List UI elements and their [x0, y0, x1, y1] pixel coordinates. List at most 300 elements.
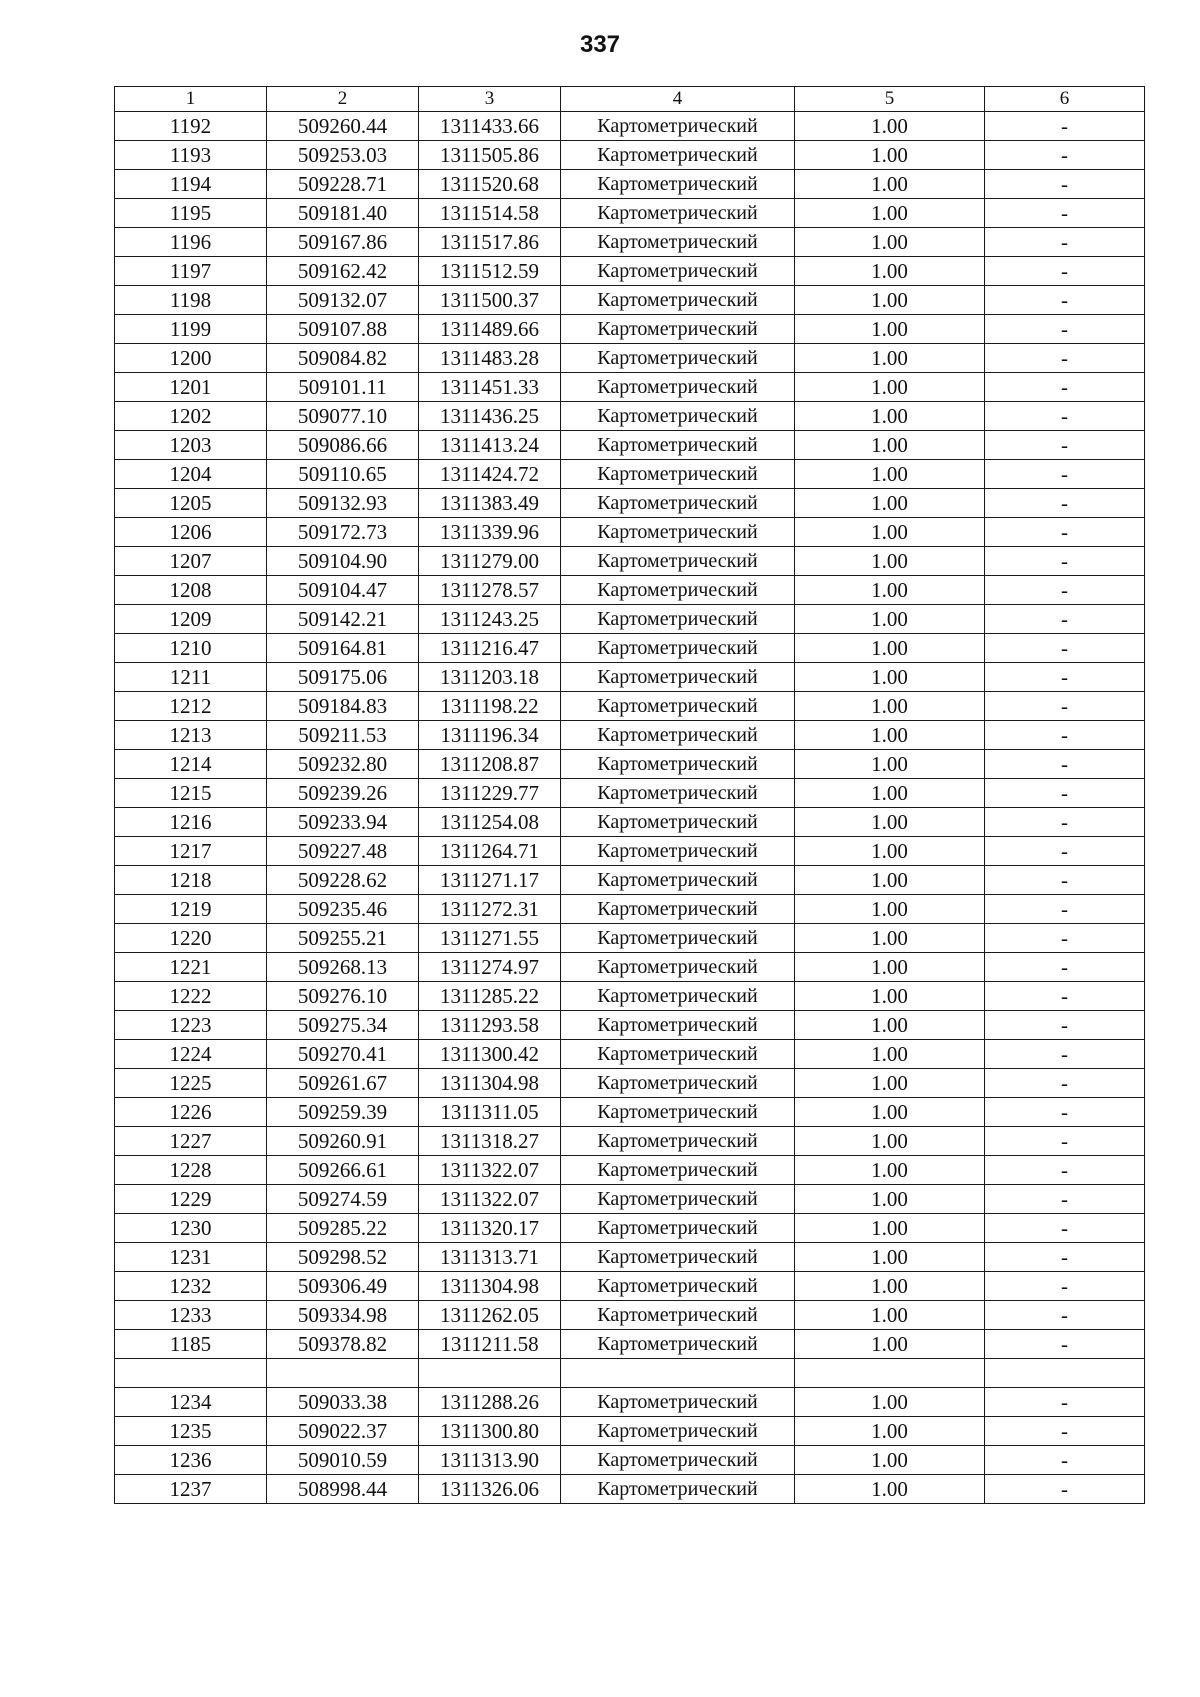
- method-cell: Картометрический: [561, 1127, 795, 1156]
- y-coordinate-cell: 1311293.58: [419, 1011, 561, 1040]
- y-coordinate-cell: [419, 1359, 561, 1388]
- description-cell: -: [985, 663, 1145, 692]
- accuracy-cell: 1.00: [795, 344, 985, 373]
- table-row: [115, 286, 1145, 315]
- accuracy-cell: 1.00: [795, 257, 985, 286]
- point-number-cell: 1203: [115, 431, 267, 460]
- y-coordinate-cell: 1311274.97: [419, 953, 561, 982]
- accuracy-cell: 1.00: [795, 924, 985, 953]
- accuracy-cell: 1.00: [795, 837, 985, 866]
- accuracy-cell: [795, 1359, 985, 1388]
- method-cell: Картометрический: [561, 1417, 795, 1446]
- description-cell: -: [985, 402, 1145, 431]
- table-row: [115, 460, 1145, 489]
- table-row: [115, 141, 1145, 170]
- description-cell: -: [985, 576, 1145, 605]
- table-row: [115, 257, 1145, 286]
- method-cell: Картометрический: [561, 692, 795, 721]
- point-number-cell: 1221: [115, 953, 267, 982]
- description-cell: -: [985, 1127, 1145, 1156]
- method-cell: Картометрический: [561, 1011, 795, 1040]
- y-coordinate-cell: 1311451.33: [419, 373, 561, 402]
- table-row: [115, 228, 1145, 257]
- method-cell: Картометрический: [561, 750, 795, 779]
- description-cell: -: [985, 1011, 1145, 1040]
- description-cell: -: [985, 1185, 1145, 1214]
- table-row: [115, 895, 1145, 924]
- table-row: [115, 1185, 1145, 1214]
- description-cell: -: [985, 1156, 1145, 1185]
- x-coordinate-cell: 509164.81: [267, 634, 419, 663]
- x-coordinate-cell: 509253.03: [267, 141, 419, 170]
- table-header-row: [115, 87, 1145, 112]
- method-cell: Картометрический: [561, 605, 795, 634]
- y-coordinate-cell: 1311198.22: [419, 692, 561, 721]
- method-cell: Картометрический: [561, 1098, 795, 1127]
- description-cell: -: [985, 924, 1145, 953]
- x-coordinate-cell: 509378.82: [267, 1330, 419, 1359]
- accuracy-cell: 1.00: [795, 1330, 985, 1359]
- description-cell: -: [985, 1330, 1145, 1359]
- method-cell: Картометрический: [561, 1272, 795, 1301]
- point-number-cell: 1201: [115, 373, 267, 402]
- x-coordinate-cell: 509306.49: [267, 1272, 419, 1301]
- description-cell: -: [985, 286, 1145, 315]
- accuracy-cell: 1.00: [795, 692, 985, 721]
- header-cell: 3: [419, 87, 561, 112]
- method-cell: Картометрический: [561, 576, 795, 605]
- accuracy-cell: 1.00: [795, 808, 985, 837]
- method-cell: Картометрический: [561, 1243, 795, 1272]
- point-number-cell: 1185: [115, 1330, 267, 1359]
- accuracy-cell: 1.00: [795, 1185, 985, 1214]
- method-cell: Картометрический: [561, 518, 795, 547]
- header-cell: 1: [115, 87, 267, 112]
- table-row: [115, 1040, 1145, 1069]
- point-number-cell: 1216: [115, 808, 267, 837]
- table-row: [115, 1301, 1145, 1330]
- description-cell: -: [985, 953, 1145, 982]
- table-row: [115, 837, 1145, 866]
- y-coordinate-cell: 1311326.06: [419, 1475, 561, 1504]
- description-cell: -: [985, 228, 1145, 257]
- x-coordinate-cell: 509077.10: [267, 402, 419, 431]
- point-number-cell: 1202: [115, 402, 267, 431]
- table-row: [115, 1127, 1145, 1156]
- table-row: [115, 518, 1145, 547]
- y-coordinate-cell: 1311313.90: [419, 1446, 561, 1475]
- accuracy-cell: 1.00: [795, 721, 985, 750]
- accuracy-cell: 1.00: [795, 1243, 985, 1272]
- table-row: [115, 431, 1145, 460]
- x-coordinate-cell: 509260.91: [267, 1127, 419, 1156]
- x-coordinate-cell: 509181.40: [267, 199, 419, 228]
- accuracy-cell: 1.00: [795, 1417, 985, 1446]
- description-cell: -: [985, 1098, 1145, 1127]
- accuracy-cell: 1.00: [795, 982, 985, 1011]
- table-row: [115, 344, 1145, 373]
- accuracy-cell: 1.00: [795, 1098, 985, 1127]
- table-row: [115, 924, 1145, 953]
- accuracy-cell: 1.00: [795, 1446, 985, 1475]
- coordinates-table: [114, 86, 1145, 1504]
- x-coordinate-cell: 509239.26: [267, 779, 419, 808]
- description-cell: -: [985, 1475, 1145, 1504]
- x-coordinate-cell: 509228.62: [267, 866, 419, 895]
- accuracy-cell: 1.00: [795, 750, 985, 779]
- point-number-cell: 1230: [115, 1214, 267, 1243]
- table-row: [115, 692, 1145, 721]
- x-coordinate-cell: 509285.22: [267, 1214, 419, 1243]
- x-coordinate-cell: 509270.41: [267, 1040, 419, 1069]
- x-coordinate-cell: 509104.90: [267, 547, 419, 576]
- point-number-cell: 1200: [115, 344, 267, 373]
- method-cell: Картометрический: [561, 779, 795, 808]
- description-cell: -: [985, 257, 1145, 286]
- description-cell: -: [985, 141, 1145, 170]
- accuracy-cell: 1.00: [795, 489, 985, 518]
- y-coordinate-cell: 1311304.98: [419, 1069, 561, 1098]
- description-cell: -: [985, 1417, 1145, 1446]
- x-coordinate-cell: 509132.93: [267, 489, 419, 518]
- table-row: [115, 1011, 1145, 1040]
- table-row: [115, 866, 1145, 895]
- table-row: [115, 808, 1145, 837]
- y-coordinate-cell: 1311271.17: [419, 866, 561, 895]
- y-coordinate-cell: 1311489.66: [419, 315, 561, 344]
- point-number-cell: 1236: [115, 1446, 267, 1475]
- accuracy-cell: 1.00: [795, 576, 985, 605]
- method-cell: Картометрический: [561, 1214, 795, 1243]
- x-coordinate-cell: [267, 1359, 419, 1388]
- table-row: [115, 1475, 1145, 1504]
- x-coordinate-cell: 509101.11: [267, 373, 419, 402]
- table-row: [115, 1359, 1145, 1388]
- description-cell: -: [985, 373, 1145, 402]
- x-coordinate-cell: 509142.21: [267, 605, 419, 634]
- point-number-cell: 1210: [115, 634, 267, 663]
- table-row: [115, 489, 1145, 518]
- table-row: [115, 750, 1145, 779]
- header-cell: 4: [561, 87, 795, 112]
- point-number-cell: 1226: [115, 1098, 267, 1127]
- description-cell: -: [985, 982, 1145, 1011]
- accuracy-cell: 1.00: [795, 1214, 985, 1243]
- table-row: [115, 1388, 1145, 1417]
- accuracy-cell: 1.00: [795, 228, 985, 257]
- accuracy-cell: 1.00: [795, 373, 985, 402]
- point-number-cell: 1218: [115, 866, 267, 895]
- point-number-cell: 1220: [115, 924, 267, 953]
- point-number-cell: 1231: [115, 1243, 267, 1272]
- accuracy-cell: 1.00: [795, 1069, 985, 1098]
- point-number-cell: 1235: [115, 1417, 267, 1446]
- y-coordinate-cell: 1311383.49: [419, 489, 561, 518]
- description-cell: -: [985, 170, 1145, 199]
- y-coordinate-cell: 1311285.22: [419, 982, 561, 1011]
- accuracy-cell: 1.00: [795, 663, 985, 692]
- point-number-cell: 1206: [115, 518, 267, 547]
- y-coordinate-cell: 1311300.42: [419, 1040, 561, 1069]
- x-coordinate-cell: 509110.65: [267, 460, 419, 489]
- x-coordinate-cell: 509255.21: [267, 924, 419, 953]
- description-cell: -: [985, 315, 1145, 344]
- table-row: [115, 1243, 1145, 1272]
- y-coordinate-cell: 1311512.59: [419, 257, 561, 286]
- table-row: [115, 605, 1145, 634]
- point-number-cell: 1207: [115, 547, 267, 576]
- x-coordinate-cell: 509086.66: [267, 431, 419, 460]
- method-cell: Картометрический: [561, 1185, 795, 1214]
- point-number-cell: 1204: [115, 460, 267, 489]
- accuracy-cell: 1.00: [795, 1475, 985, 1504]
- x-coordinate-cell: 509232.80: [267, 750, 419, 779]
- table-row: [115, 1214, 1145, 1243]
- x-coordinate-cell: 509172.73: [267, 518, 419, 547]
- accuracy-cell: 1.00: [795, 170, 985, 199]
- y-coordinate-cell: 1311208.87: [419, 750, 561, 779]
- x-coordinate-cell: 509107.88: [267, 315, 419, 344]
- method-cell: Картометрический: [561, 373, 795, 402]
- description-cell: -: [985, 199, 1145, 228]
- method-cell: Картометрический: [561, 402, 795, 431]
- table-row: [115, 634, 1145, 663]
- description-cell: -: [985, 1040, 1145, 1069]
- method-cell: Картометрический: [561, 663, 795, 692]
- accuracy-cell: 1.00: [795, 1156, 985, 1185]
- description-cell: -: [985, 547, 1145, 576]
- description-cell: [985, 1359, 1145, 1388]
- y-coordinate-cell: 1311243.25: [419, 605, 561, 634]
- description-cell: -: [985, 1301, 1145, 1330]
- accuracy-cell: 1.00: [795, 634, 985, 663]
- table-body: [115, 87, 1145, 1504]
- method-cell: Картометрический: [561, 460, 795, 489]
- table-row: [115, 547, 1145, 576]
- accuracy-cell: 1.00: [795, 1011, 985, 1040]
- x-coordinate-cell: 509184.83: [267, 692, 419, 721]
- method-cell: Картометрический: [561, 837, 795, 866]
- description-cell: -: [985, 779, 1145, 808]
- point-number-cell: 1222: [115, 982, 267, 1011]
- x-coordinate-cell: 509266.61: [267, 1156, 419, 1185]
- point-number-cell: [115, 1359, 267, 1388]
- method-cell: Картометрический: [561, 431, 795, 460]
- x-coordinate-cell: 509132.07: [267, 286, 419, 315]
- point-number-cell: 1193: [115, 141, 267, 170]
- description-cell: -: [985, 1069, 1145, 1098]
- description-cell: -: [985, 518, 1145, 547]
- accuracy-cell: 1.00: [795, 1040, 985, 1069]
- point-number-cell: 1217: [115, 837, 267, 866]
- accuracy-cell: 1.00: [795, 112, 985, 141]
- y-coordinate-cell: 1311433.66: [419, 112, 561, 141]
- description-cell: -: [985, 1272, 1145, 1301]
- table-row: [115, 199, 1145, 228]
- table-row: [115, 1446, 1145, 1475]
- x-coordinate-cell: 509260.44: [267, 112, 419, 141]
- point-number-cell: 1237: [115, 1475, 267, 1504]
- y-coordinate-cell: 1311483.28: [419, 344, 561, 373]
- y-coordinate-cell: 1311271.55: [419, 924, 561, 953]
- method-cell: Картометрический: [561, 1446, 795, 1475]
- x-coordinate-cell: 509233.94: [267, 808, 419, 837]
- point-number-cell: 1229: [115, 1185, 267, 1214]
- description-cell: -: [985, 692, 1145, 721]
- x-coordinate-cell: 509259.39: [267, 1098, 419, 1127]
- description-cell: -: [985, 489, 1145, 518]
- y-coordinate-cell: 1311500.37: [419, 286, 561, 315]
- method-cell: Картометрический: [561, 286, 795, 315]
- point-number-cell: 1232: [115, 1272, 267, 1301]
- table-row: [115, 112, 1145, 141]
- method-cell: Картометрический: [561, 1475, 795, 1504]
- point-number-cell: 1213: [115, 721, 267, 750]
- table-row: [115, 315, 1145, 344]
- y-coordinate-cell: 1311254.08: [419, 808, 561, 837]
- table-row: [115, 953, 1145, 982]
- point-number-cell: 1234: [115, 1388, 267, 1417]
- method-cell: Картометрический: [561, 924, 795, 953]
- x-coordinate-cell: 509228.71: [267, 170, 419, 199]
- x-coordinate-cell: 509261.67: [267, 1069, 419, 1098]
- page-number: 337: [579, 31, 621, 58]
- accuracy-cell: 1.00: [795, 866, 985, 895]
- point-number-cell: 1192: [115, 112, 267, 141]
- table-row: [115, 170, 1145, 199]
- accuracy-cell: 1.00: [795, 1388, 985, 1417]
- x-coordinate-cell: 509010.59: [267, 1446, 419, 1475]
- x-coordinate-cell: 509175.06: [267, 663, 419, 692]
- y-coordinate-cell: 1311300.80: [419, 1417, 561, 1446]
- table-row: [115, 779, 1145, 808]
- accuracy-cell: 1.00: [795, 605, 985, 634]
- method-cell: Картометрический: [561, 721, 795, 750]
- method-cell: Картометрический: [561, 547, 795, 576]
- point-number-cell: 1215: [115, 779, 267, 808]
- y-coordinate-cell: 1311413.24: [419, 431, 561, 460]
- point-number-cell: 1195: [115, 199, 267, 228]
- accuracy-cell: 1.00: [795, 1127, 985, 1156]
- accuracy-cell: 1.00: [795, 779, 985, 808]
- table-row: [115, 1272, 1145, 1301]
- description-cell: -: [985, 1214, 1145, 1243]
- method-cell: Картометрический: [561, 634, 795, 663]
- y-coordinate-cell: 1311203.18: [419, 663, 561, 692]
- x-coordinate-cell: 509235.46: [267, 895, 419, 924]
- point-number-cell: 1198: [115, 286, 267, 315]
- y-coordinate-cell: 1311278.57: [419, 576, 561, 605]
- y-coordinate-cell: 1311288.26: [419, 1388, 561, 1417]
- method-cell: Картометрический: [561, 982, 795, 1011]
- method-cell: Картометрический: [561, 344, 795, 373]
- description-cell: -: [985, 750, 1145, 779]
- table-row: [115, 721, 1145, 750]
- y-coordinate-cell: 1311196.34: [419, 721, 561, 750]
- table-row: [115, 576, 1145, 605]
- point-number-cell: 1214: [115, 750, 267, 779]
- method-cell: Картометрический: [561, 1388, 795, 1417]
- description-cell: -: [985, 605, 1145, 634]
- method-cell: Картометрический: [561, 315, 795, 344]
- point-number-cell: 1205: [115, 489, 267, 518]
- method-cell: Картометрический: [561, 228, 795, 257]
- x-coordinate-cell: 509268.13: [267, 953, 419, 982]
- accuracy-cell: 1.00: [795, 402, 985, 431]
- point-number-cell: 1197: [115, 257, 267, 286]
- point-number-cell: 1228: [115, 1156, 267, 1185]
- x-coordinate-cell: 508998.44: [267, 1475, 419, 1504]
- point-number-cell: 1219: [115, 895, 267, 924]
- method-cell: Картометрический: [561, 1301, 795, 1330]
- y-coordinate-cell: 1311264.71: [419, 837, 561, 866]
- accuracy-cell: 1.00: [795, 199, 985, 228]
- method-cell: Картометрический: [561, 489, 795, 518]
- x-coordinate-cell: 509033.38: [267, 1388, 419, 1417]
- description-cell: -: [985, 808, 1145, 837]
- y-coordinate-cell: 1311505.86: [419, 141, 561, 170]
- y-coordinate-cell: 1311279.00: [419, 547, 561, 576]
- point-number-cell: 1194: [115, 170, 267, 199]
- y-coordinate-cell: 1311322.07: [419, 1185, 561, 1214]
- table-row: [115, 1330, 1145, 1359]
- x-coordinate-cell: 509274.59: [267, 1185, 419, 1214]
- accuracy-cell: 1.00: [795, 1301, 985, 1330]
- method-cell: Картометрический: [561, 808, 795, 837]
- accuracy-cell: 1.00: [795, 518, 985, 547]
- description-cell: -: [985, 1446, 1145, 1475]
- y-coordinate-cell: 1311514.58: [419, 199, 561, 228]
- x-coordinate-cell: 509227.48: [267, 837, 419, 866]
- x-coordinate-cell: 509084.82: [267, 344, 419, 373]
- method-cell: Картометрический: [561, 895, 795, 924]
- y-coordinate-cell: 1311436.25: [419, 402, 561, 431]
- table-row: [115, 1156, 1145, 1185]
- method-cell: Картометрический: [561, 257, 795, 286]
- point-number-cell: 1211: [115, 663, 267, 692]
- x-coordinate-cell: 509022.37: [267, 1417, 419, 1446]
- y-coordinate-cell: 1311216.47: [419, 634, 561, 663]
- point-number-cell: 1225: [115, 1069, 267, 1098]
- table-row: [115, 982, 1145, 1011]
- x-coordinate-cell: 509334.98: [267, 1301, 419, 1330]
- description-cell: -: [985, 431, 1145, 460]
- table-row: [115, 663, 1145, 692]
- accuracy-cell: 1.00: [795, 547, 985, 576]
- table-row: [115, 1417, 1145, 1446]
- x-coordinate-cell: 509167.86: [267, 228, 419, 257]
- y-coordinate-cell: 1311424.72: [419, 460, 561, 489]
- method-cell: Картометрический: [561, 199, 795, 228]
- y-coordinate-cell: 1311211.58: [419, 1330, 561, 1359]
- y-coordinate-cell: 1311272.31: [419, 895, 561, 924]
- point-number-cell: 1223: [115, 1011, 267, 1040]
- point-number-cell: 1196: [115, 228, 267, 257]
- accuracy-cell: 1.00: [795, 953, 985, 982]
- method-cell: Картометрический: [561, 866, 795, 895]
- description-cell: -: [985, 837, 1145, 866]
- method-cell: Картометрический: [561, 1156, 795, 1185]
- x-coordinate-cell: 509276.10: [267, 982, 419, 1011]
- point-number-cell: 1233: [115, 1301, 267, 1330]
- accuracy-cell: 1.00: [795, 141, 985, 170]
- y-coordinate-cell: 1311313.71: [419, 1243, 561, 1272]
- description-cell: -: [985, 112, 1145, 141]
- y-coordinate-cell: 1311339.96: [419, 518, 561, 547]
- method-cell: [561, 1359, 795, 1388]
- accuracy-cell: 1.00: [795, 431, 985, 460]
- x-coordinate-cell: 509104.47: [267, 576, 419, 605]
